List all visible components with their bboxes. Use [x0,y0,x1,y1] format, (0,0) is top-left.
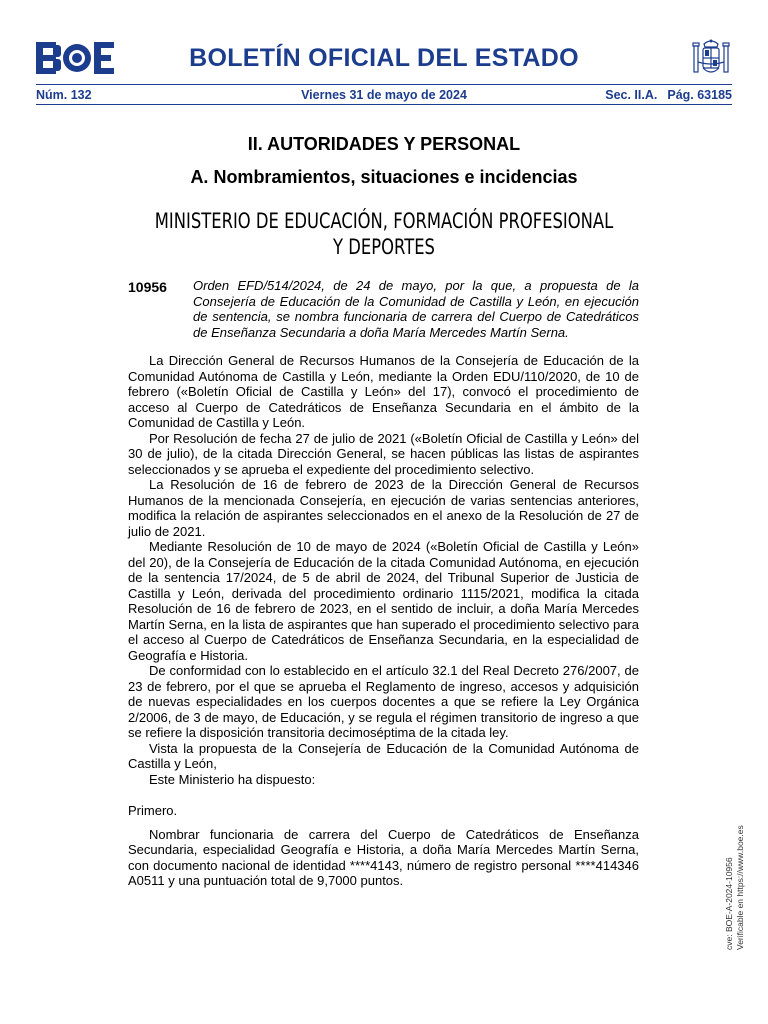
publication-title: BOLETÍN OFICIAL DEL ESTADO [189,44,579,72]
body-paragraph: La Dirección General de Recursos Humanos de la Consejería de Educación de la Comunidad Autónoma de Castilla y León, mediante la Orden EDU/110/2020, de 10 de febrero («Boletín Oficial de Castilla y León» del 17), convocó el procedimiento de acceso al Cuerpo de Catedráticos de Enseñanza Secundaria en el ámbito de la Comunidad de Castilla y León. [128,353,639,430]
body-paragraph: Vista la propuesta de la Consejería de Educación de la Comunidad Autónoma de Castilla y León, [128,740,639,771]
verification-sidebar [724,770,745,950]
issue-number: Núm. 132 [36,88,92,102]
body-paragraph: Por Resolución de fecha 27 de julio de 2021 («Boletín Oficial de Castilla y León» del 30 de julio), de la citada Dirección General, se hacen públicas las listas de aspirantes seleccionados y se aprueba el expediente del procedimiento selectivo. [128,430,639,477]
coat-of-arms-icon [690,36,732,80]
verification-link[interactable]: Verificable en https://www.boe.es [734,825,745,950]
section-title: II. AUTORIDADES Y PERSONAL [247,134,521,154]
order-number: 10956 [128,279,167,295]
cve-code: cve: BOE-A-2024-10956 [724,857,734,950]
issue-date: Viernes 31 de mayo de 2024 [301,88,467,102]
ministry-line-2: Y DEPORTES [333,235,435,259]
header-rule-bottom [36,104,732,105]
header-rule-top [36,84,732,85]
body-paragraph: De conformidad con lo establecido en el artículo 32.1 del Real Decreto 276/2007, de 23 de febrero, por el que se aprueba el Reglamento de ingreso, accesos y adquisición de nuevas especialidades en los cuerpos docentes a que se refiere la Ley Orgánica 2/2006, de 3 de mayo, de Educación, y se regula el régimen transitorio de ingreso a que se refiere la disposición transitoria decimoséptima de la citada ley. [128,663,639,740]
article-heading: Primero. [128,803,178,818]
body-paragraph: Mediante Resolución de 10 de mayo de 2024 («Boletín Oficial de Castilla y León» del 20), de la Consejería de Educación de la citada Comunidad Autónoma, en ejecución de la sentencia 17/2024, de 5 de abril de 2024, del Tribunal Superior de Justicia de Castilla y León, derivada del procedimiento ordinario 1115/2021, modifica la citada Resolución de 16 de febrero de 2023, en el sentido de incluir, a doña María Mercedes Martín Serna, en la lista de aspirantes que han superado el procedimiento selectivo para el acceso al Cuerpo de Catedráticos de Enseñanza Secundaria, en la especialidad de Geografía e Historia. [128,539,639,663]
article-text: Nombrar funcionaria de carrera del Cuerpo de Catedráticos de Enseñanza Secundaria, especialidad Geografía e Historia, a doña María Mercedes Martín Serna, con documento nacional de identidad ****4143, número de registro personal ****414346 A0511 y una puntuación total de 9,7000 puntos. [128,826,639,888]
body-paragraph: Este Ministerio ha dispuesto: [149,771,316,787]
order-summary: Orden EFD/514/2024, de 24 de mayo, por la que, a propuesta de la Consejería de Educación de la Comunidad de Castilla y León, en ejecución de sentencia, se nombra funcionaria de carrera del Cuerpo de Catedráticos de Enseñanza Secundaria a doña María Mercedes Martín Serna. [193,278,639,340]
ministry-line-1: MINISTERIO DE EDUCACIÓN, FORMACIÓN PROFESIONAL [154,209,614,233]
page-number: Pág. 63185 [667,88,732,102]
subsection-title: A. Nombramientos, situaciones e incidencias [190,167,578,187]
document-body [128,353,639,889]
section-page [605,88,732,102]
body-paragraph: La Resolución de 16 de febrero de 2023 de la Dirección General de Recursos Humanos de la mencionada Consejería, en ejecución de varias sentencias anteriores, modifica la relación de aspirantes seleccionados en el anexo de la Resolución de 27 de julio de 2021. [128,477,639,539]
section-label: Sec. II.A. [605,88,658,102]
ministry-title [84,208,683,260]
